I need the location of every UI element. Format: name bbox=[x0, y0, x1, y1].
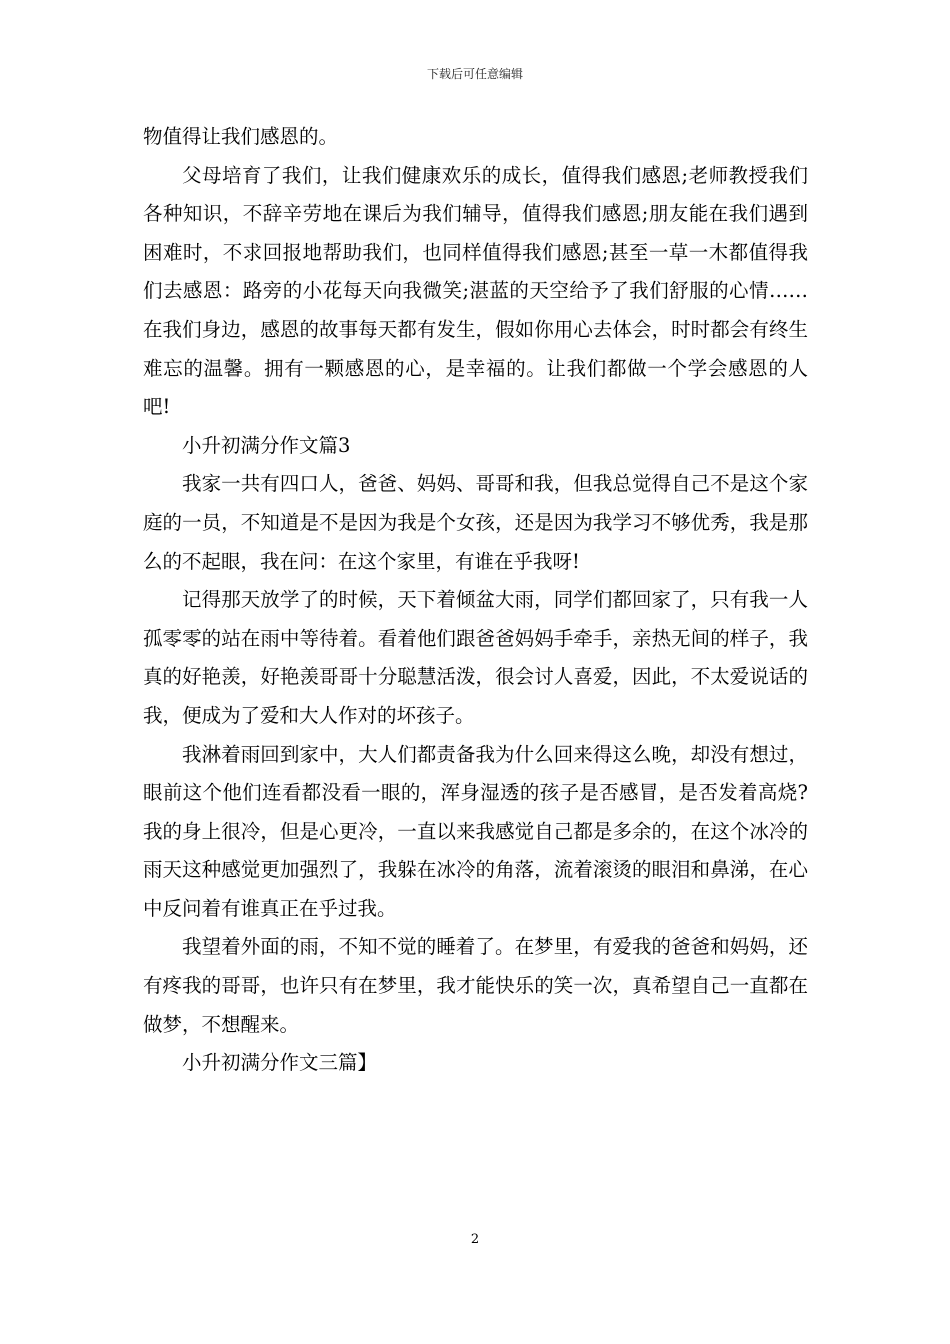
paragraph: 父母培育了我们，让我们健康欢乐的成长，值得我们感恩;老师教授我们各种知识，不辞辛劳地在课后为我们辅导，值得我们感恩;朋友能在我们遇到困难时，不求回报地帮助我们，也同样值得我们感恩;甚至一草一木都值得我们去感恩：路旁的小花每天向我微笑;湛蓝的天空给予了我们舒服的心情……在我们身边，感恩的故事每天都有发生，假如你用心去体会，时时都会有终生难忘的温馨。拥有一颗感恩的心，是幸福的。让我们都做一个学会感恩的人吧! bbox=[143, 163, 808, 419]
section-heading: 小升初满分作文篇3 bbox=[182, 433, 351, 457]
paragraph: 我淋着雨回到家中，大人们都责备我为什么回来得这么晚，却没有想过，眼前这个他们连看都没看一眼的，浑身湿透的孩子是否感冒，是否发着高烧?我的身上很冷，但是心更冷，一直以来我感觉自己都是多余的，在这个冰冷的雨天这种感觉更加强烈了，我躲在冰冷的角落，流着滚烫的眼泪和鼻涕，在心中反问着有谁真正在乎过我。 bbox=[143, 742, 808, 920]
page-header: 下载后可任意编辑 bbox=[426, 67, 523, 81]
paragraph: 我家一共有四口人，爸爸、妈妈、哥哥和我，但我总觉得自己不是这个家庭的一员，不知道是不是因为我是个女孩，还是因为我学习不够优秀，我是那么的不起眼，我在问：在这个家里，有谁在乎我呀! bbox=[143, 472, 808, 573]
section-heading: 小升初满分作文三篇】 bbox=[182, 1051, 378, 1075]
paragraph: 我望着外面的雨，不知不觉的睡着了。在梦里，有爱我的爸爸和妈妈，还有疼我的哥哥，也许只有在梦里，我才能快乐的笑一次，真希望自己一直都在做梦，不想醒来。 bbox=[143, 935, 808, 1036]
page-number: 2 bbox=[470, 1232, 480, 1247]
paragraph-continuation: 物值得让我们感恩的。 bbox=[143, 125, 339, 148]
document-body bbox=[143, 118, 808, 1083]
paragraph: 记得那天放学了的时候，天下着倾盆大雨，同学们都回家了，只有我一人孤零零的站在雨中等待着。看着他们跟爸爸妈妈手牵手，亲热无间的样子，我真的好艳羡，好艳羡哥哥十分聪慧活泼，很会讨人喜爱，因此，不太爱说话的我，便成为了爱和大人作对的坏孩子。 bbox=[143, 588, 808, 727]
